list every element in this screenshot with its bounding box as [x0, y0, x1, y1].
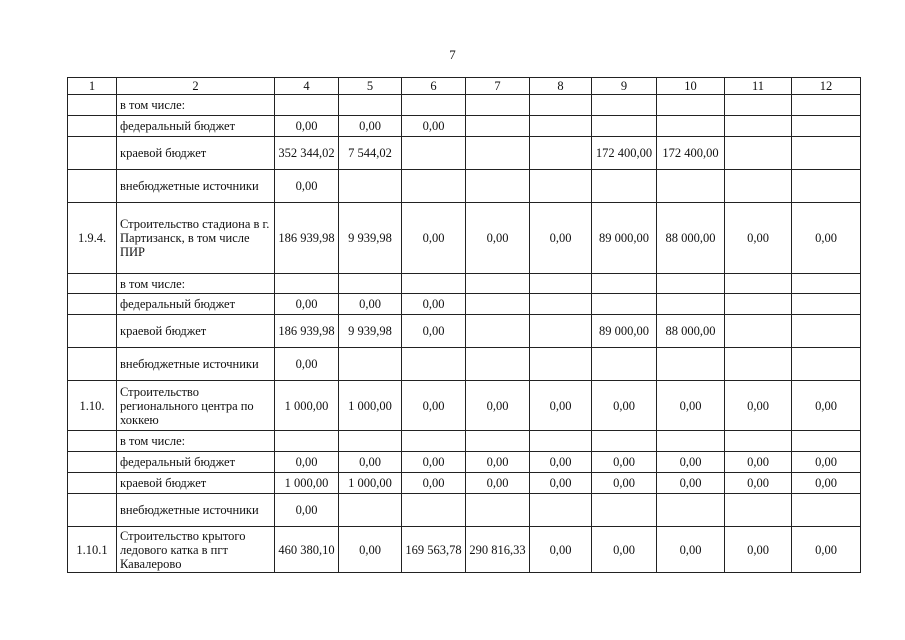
- value-cell: 89 000,00: [592, 315, 657, 348]
- value-cell: [725, 116, 792, 137]
- value-cell: 0,00: [657, 473, 725, 494]
- value-cell: [592, 431, 657, 452]
- table-row: [68, 137, 861, 170]
- row-code: 1.10.: [68, 381, 117, 431]
- column-header: 5: [339, 78, 402, 95]
- value-cell: 290 816,33: [466, 527, 530, 573]
- value-cell: [339, 348, 402, 381]
- value-cell: 0,00: [792, 473, 861, 494]
- value-cell: 0,00: [275, 170, 339, 203]
- value-cell: [466, 274, 530, 294]
- value-cell: [339, 494, 402, 527]
- header-row: [68, 78, 861, 95]
- value-cell: [657, 294, 725, 315]
- value-cell: 0,00: [592, 473, 657, 494]
- value-cell: 0,00: [339, 116, 402, 137]
- value-cell: [339, 431, 402, 452]
- value-cell: 172 400,00: [657, 137, 725, 170]
- value-cell: 172 400,00: [592, 137, 657, 170]
- row-name: краевой бюджет: [117, 315, 275, 348]
- table-row: [68, 294, 861, 315]
- value-cell: 0,00: [530, 452, 592, 473]
- column-header: 12: [792, 78, 861, 95]
- value-cell: 186 939,98: [275, 203, 339, 274]
- value-cell: 0,00: [275, 294, 339, 315]
- value-cell: [592, 348, 657, 381]
- value-cell: [725, 95, 792, 116]
- value-cell: 0,00: [402, 203, 466, 274]
- value-cell: [466, 348, 530, 381]
- value-cell: 1 000,00: [275, 381, 339, 431]
- value-cell: 0,00: [275, 452, 339, 473]
- value-cell: [725, 494, 792, 527]
- value-cell: 460 380,10: [275, 527, 339, 573]
- value-cell: [657, 431, 725, 452]
- value-cell: [466, 431, 530, 452]
- row-name: федеральный бюджет: [117, 452, 275, 473]
- row-code: [68, 431, 117, 452]
- table-row: [68, 116, 861, 137]
- value-cell: 0,00: [530, 203, 592, 274]
- table-row: [68, 452, 861, 473]
- value-cell: 0,00: [530, 381, 592, 431]
- value-cell: 0,00: [402, 473, 466, 494]
- value-cell: 352 344,02: [275, 137, 339, 170]
- value-cell: [402, 494, 466, 527]
- value-cell: [725, 274, 792, 294]
- value-cell: 0,00: [592, 527, 657, 573]
- column-header: 6: [402, 78, 466, 95]
- value-cell: [792, 315, 861, 348]
- row-name: федеральный бюджет: [117, 294, 275, 315]
- value-cell: [592, 494, 657, 527]
- value-cell: [402, 95, 466, 116]
- value-cell: [466, 315, 530, 348]
- value-cell: [275, 95, 339, 116]
- page-number: 7: [449, 47, 456, 62]
- value-cell: 0,00: [339, 527, 402, 573]
- value-cell: 0,00: [792, 452, 861, 473]
- column-header: 1: [68, 78, 117, 95]
- value-cell: [792, 95, 861, 116]
- value-cell: 1 000,00: [275, 473, 339, 494]
- row-name: в том числе:: [117, 431, 275, 452]
- value-cell: [792, 116, 861, 137]
- row-name: внебюджетные источники: [117, 170, 275, 203]
- value-cell: [530, 170, 592, 203]
- value-cell: [402, 348, 466, 381]
- row-code: [68, 315, 117, 348]
- row-name: федеральный бюджет: [117, 116, 275, 137]
- value-cell: [792, 348, 861, 381]
- row-code: [68, 274, 117, 294]
- value-cell: 0,00: [466, 473, 530, 494]
- value-cell: 7 544,02: [339, 137, 402, 170]
- value-cell: [792, 294, 861, 315]
- value-cell: 0,00: [466, 203, 530, 274]
- row-name: краевой бюджет: [117, 473, 275, 494]
- row-code: [68, 137, 117, 170]
- row-code: 1.10.1: [68, 527, 117, 573]
- value-cell: [339, 170, 402, 203]
- value-cell: 0,00: [792, 203, 861, 274]
- value-cell: 0,00: [725, 203, 792, 274]
- value-cell: [530, 494, 592, 527]
- table-row: [68, 274, 861, 294]
- value-cell: [530, 116, 592, 137]
- row-code: 1.9.4.: [68, 203, 117, 274]
- value-cell: 0,00: [402, 452, 466, 473]
- value-cell: [402, 170, 466, 203]
- value-cell: 0,00: [657, 452, 725, 473]
- table-row: [68, 494, 861, 527]
- value-cell: [530, 294, 592, 315]
- value-cell: [592, 274, 657, 294]
- value-cell: [530, 431, 592, 452]
- value-cell: [657, 95, 725, 116]
- value-cell: [466, 494, 530, 527]
- value-cell: [725, 137, 792, 170]
- value-cell: 0,00: [275, 116, 339, 137]
- table-row: [68, 381, 861, 431]
- value-cell: [792, 274, 861, 294]
- row-code: [68, 452, 117, 473]
- value-cell: 0,00: [725, 452, 792, 473]
- value-cell: 0,00: [657, 527, 725, 573]
- value-cell: 0,00: [725, 527, 792, 573]
- value-cell: [657, 116, 725, 137]
- value-cell: 0,00: [725, 473, 792, 494]
- value-cell: [592, 116, 657, 137]
- value-cell: [592, 294, 657, 315]
- value-cell: 0,00: [402, 381, 466, 431]
- value-cell: [530, 348, 592, 381]
- value-cell: [466, 294, 530, 315]
- column-header: 10: [657, 78, 725, 95]
- value-cell: 0,00: [466, 452, 530, 473]
- value-cell: 0,00: [339, 294, 402, 315]
- table-row: [68, 473, 861, 494]
- value-cell: 9 939,98: [339, 203, 402, 274]
- budget-table: [67, 77, 861, 573]
- value-cell: [466, 116, 530, 137]
- value-cell: [592, 170, 657, 203]
- row-name: в том числе:: [117, 95, 275, 116]
- value-cell: 0,00: [592, 381, 657, 431]
- value-cell: 0,00: [530, 473, 592, 494]
- value-cell: 0,00: [725, 381, 792, 431]
- table-row: [68, 431, 861, 452]
- value-cell: [275, 431, 339, 452]
- table-row: [68, 203, 861, 274]
- value-cell: 0,00: [466, 381, 530, 431]
- table-row: [68, 95, 861, 116]
- value-cell: [725, 431, 792, 452]
- value-cell: 0,00: [402, 315, 466, 348]
- row-code: [68, 348, 117, 381]
- column-header: 9: [592, 78, 657, 95]
- value-cell: 0,00: [275, 494, 339, 527]
- value-cell: 0,00: [657, 381, 725, 431]
- value-cell: 0,00: [402, 294, 466, 315]
- column-header: 7: [466, 78, 530, 95]
- value-cell: 169 563,78: [402, 527, 466, 573]
- value-cell: [339, 95, 402, 116]
- value-cell: [725, 315, 792, 348]
- row-name: в том числе:: [117, 274, 275, 294]
- value-cell: 0,00: [592, 452, 657, 473]
- row-code: [68, 473, 117, 494]
- column-header: 11: [725, 78, 792, 95]
- value-cell: 0,00: [402, 116, 466, 137]
- row-code: [68, 294, 117, 315]
- value-cell: [792, 494, 861, 527]
- row-code: [68, 494, 117, 527]
- row-name: внебюджетные источники: [117, 494, 275, 527]
- row-code: [68, 95, 117, 116]
- value-cell: [657, 494, 725, 527]
- column-header: 8: [530, 78, 592, 95]
- value-cell: [466, 170, 530, 203]
- value-cell: [530, 315, 592, 348]
- value-cell: [657, 170, 725, 203]
- value-cell: [466, 95, 530, 116]
- value-cell: [402, 137, 466, 170]
- value-cell: [339, 274, 402, 294]
- value-cell: 0,00: [792, 381, 861, 431]
- row-code: [68, 170, 117, 203]
- value-cell: [275, 274, 339, 294]
- value-cell: 0,00: [530, 527, 592, 573]
- row-name: Строительство крытого ледового катка в пгт Кавалерово: [117, 527, 275, 573]
- value-cell: 9 939,98: [339, 315, 402, 348]
- value-cell: [530, 95, 592, 116]
- value-cell: 89 000,00: [592, 203, 657, 274]
- value-cell: 88 000,00: [657, 203, 725, 274]
- value-cell: 1 000,00: [339, 473, 402, 494]
- value-cell: [402, 274, 466, 294]
- value-cell: 0,00: [792, 527, 861, 573]
- value-cell: 186 939,98: [275, 315, 339, 348]
- value-cell: [466, 137, 530, 170]
- value-cell: [657, 348, 725, 381]
- value-cell: [725, 170, 792, 203]
- value-cell: [792, 137, 861, 170]
- value-cell: 88 000,00: [657, 315, 725, 348]
- table-row: [68, 315, 861, 348]
- row-code: [68, 116, 117, 137]
- table-body: [68, 78, 861, 573]
- value-cell: 1 000,00: [339, 381, 402, 431]
- value-cell: [725, 348, 792, 381]
- table-row: [68, 170, 861, 203]
- value-cell: [530, 137, 592, 170]
- value-cell: 0,00: [275, 348, 339, 381]
- row-name: внебюджетные источники: [117, 348, 275, 381]
- row-name: Строительство регионального центра по хоккею: [117, 381, 275, 431]
- value-cell: [725, 294, 792, 315]
- value-cell: [402, 431, 466, 452]
- table-row: [68, 527, 861, 573]
- column-header: 2: [117, 78, 275, 95]
- row-name: краевой бюджет: [117, 137, 275, 170]
- value-cell: [792, 170, 861, 203]
- value-cell: [530, 274, 592, 294]
- value-cell: 0,00: [339, 452, 402, 473]
- column-header: 4: [275, 78, 339, 95]
- value-cell: [657, 274, 725, 294]
- value-cell: [592, 95, 657, 116]
- row-name: Строительство стадиона в г. Партизанск, в том числе ПИР: [117, 203, 275, 274]
- value-cell: [792, 431, 861, 452]
- table-row: [68, 348, 861, 381]
